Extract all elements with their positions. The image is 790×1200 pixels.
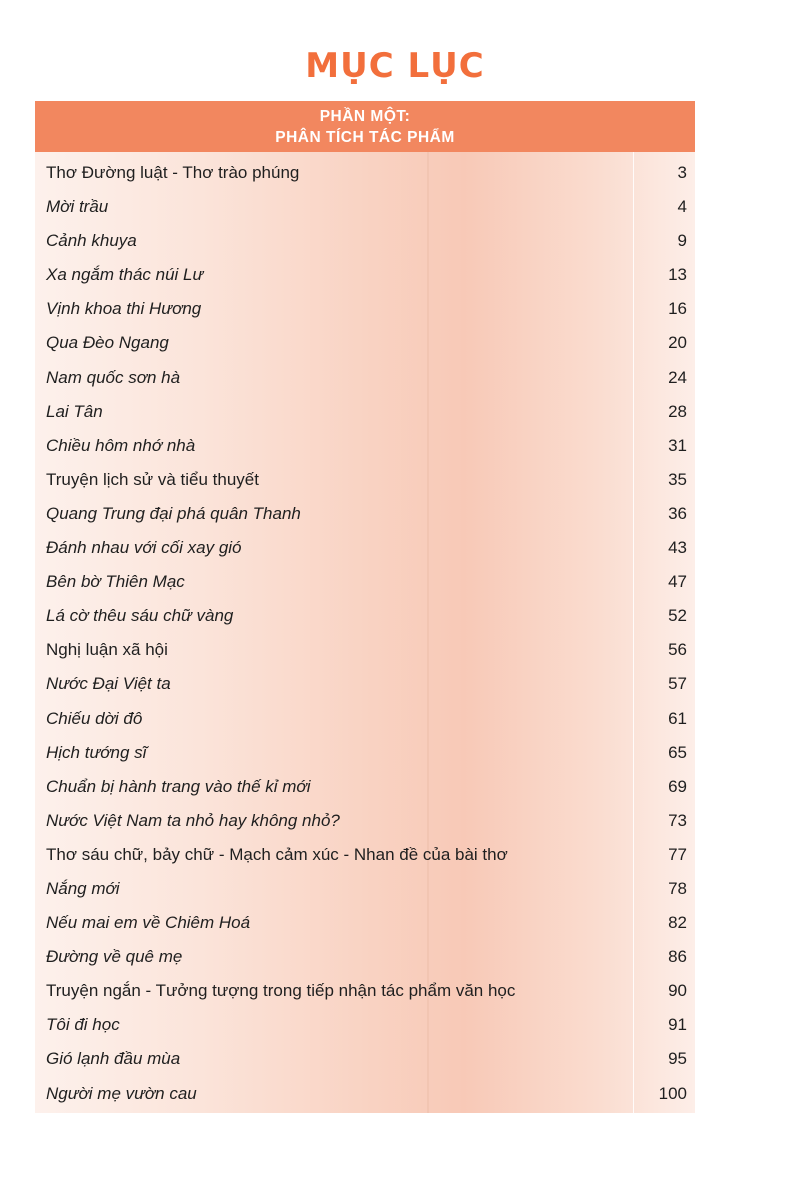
toc-entry-title: Qua Đèo Ngang (46, 333, 169, 353)
toc-entry-title: Thơ sáu chữ, bảy chữ - Mạch cảm xúc - Nhan đề của bài thơ (46, 844, 508, 864)
toc-entry-title: Đánh nhau với cối xay gió (46, 538, 242, 558)
toc-entry-title: Chiếu dời đô (46, 708, 143, 728)
toc-entry[interactable] (35, 467, 695, 501)
toc-entry[interactable] (35, 1012, 695, 1046)
toc-entry-page-number: 77 (668, 844, 687, 864)
toc-entry-title: Đường về quê mẹ (46, 947, 183, 967)
toc-entry-page-number: 90 (668, 981, 687, 1001)
toc-entry[interactable] (35, 365, 695, 399)
toc-entry-page-number: 43 (668, 538, 687, 558)
toc-entry-title: Chiều hôm nhớ nhà (46, 435, 196, 455)
toc-entry-page-number: 69 (668, 776, 687, 796)
toc-entry[interactable] (35, 399, 695, 433)
toc-entry-page-number: 47 (668, 572, 687, 592)
toc-entry[interactable] (35, 1081, 695, 1115)
toc-entry-page-number: 3 (677, 163, 687, 182)
toc-entry-title: Lai Tân (46, 401, 103, 421)
toc-entry[interactable] (35, 671, 695, 705)
toc-entry[interactable] (35, 978, 695, 1012)
toc-entry[interactable] (35, 1046, 695, 1080)
toc-entry-title: Bên bờ Thiên Mạc (46, 572, 185, 592)
toc-entry-title: Nước Việt Nam ta nhỏ hay không nhỏ? (46, 810, 340, 830)
toc-entry-page-number: 31 (668, 435, 687, 455)
toc-entry-title: Nếu mai em về Chiêm Hoá (46, 913, 251, 933)
toc-entry-title: Nghị luận xã hội (46, 640, 168, 660)
toc-rows (35, 160, 695, 1115)
toc-entry-page-number: 36 (668, 503, 687, 523)
toc-entry-page-number: 9 (677, 231, 687, 251)
toc-entry[interactable] (35, 262, 695, 296)
toc-entry-page-number: 95 (668, 1049, 687, 1069)
section-title: PHÂN TÍCH TÁC PHẨM (275, 129, 455, 146)
toc-entry-page-number: 13 (668, 265, 687, 285)
toc-entry-page-number: 91 (668, 1015, 687, 1035)
toc-entry-title: Hịch tướng sĩ (46, 742, 147, 762)
toc-entry-page-number: 100 (658, 1083, 687, 1103)
toc-entry[interactable] (35, 876, 695, 910)
section-label: PHẦN MỘT: (319, 108, 411, 125)
toc-entry-title: Xa ngắm thác núi Lư (46, 265, 204, 285)
toc-entry-title: Nam quốc sơn hà (46, 367, 181, 387)
toc-entry[interactable] (35, 501, 695, 535)
toc-entry-title: Mời trầu (46, 197, 109, 217)
toc-entry-page-number: 20 (668, 333, 687, 353)
toc-entry[interactable] (35, 433, 695, 467)
section-header (35, 101, 695, 152)
toc-entry-page-number: 4 (677, 197, 687, 217)
toc-entry[interactable] (35, 535, 695, 569)
toc-entry-title: Truyện ngắn - Tưởng tượng trong tiếp nhận tác phẩm văn học (46, 981, 516, 1001)
toc-entry-title: Nước Đại Việt ta (46, 674, 171, 694)
toc-entry[interactable] (35, 330, 695, 364)
toc-entry-page-number: 86 (668, 947, 687, 967)
toc-entry[interactable] (35, 944, 695, 978)
toc-entry-title: Lá cờ thêu sáu chữ vàng (46, 606, 234, 626)
toc-entry[interactable] (35, 296, 695, 330)
toc-table (35, 101, 695, 1113)
toc-entry[interactable] (35, 842, 695, 876)
toc-entry[interactable] (35, 569, 695, 603)
toc-entry[interactable] (35, 774, 695, 808)
toc-entry-title: Nắng mới (46, 878, 120, 898)
toc-entry-page-number: 56 (668, 640, 687, 660)
toc-entry-title: Truyện lịch sử và tiểu thuyết (46, 469, 259, 489)
toc-entry[interactable] (35, 910, 695, 944)
toc-entry-title: Tôi đi học (46, 1015, 120, 1035)
toc-entry-page-number: 65 (668, 742, 687, 762)
toc-entry[interactable] (35, 228, 695, 262)
toc-entry-page-number: 16 (668, 299, 687, 319)
page-title: MỤC LỤC (305, 46, 485, 86)
toc-entry-title: Thơ Đường luật - Thơ trào phúng (46, 163, 300, 182)
toc-entry-page-number: 35 (668, 469, 687, 489)
toc-entry-title: Cảnh khuya (46, 231, 137, 251)
toc-entry-page-number: 52 (668, 606, 687, 626)
toc-entry[interactable] (35, 637, 695, 671)
toc-entry-title: Vịnh khoa thi Hương (46, 299, 202, 319)
toc-entry-title: Gió lạnh đầu mùa (46, 1049, 181, 1069)
toc-entry-title: Quang Trung đại phá quân Thanh (46, 503, 301, 523)
toc-entry-page-number: 78 (668, 878, 687, 898)
toc-entry[interactable] (35, 808, 695, 842)
toc-entry-title: Người mẹ vườn cau (46, 1083, 197, 1103)
toc-entry[interactable] (35, 740, 695, 774)
toc-entry-page-number: 24 (668, 367, 687, 387)
toc-entry-title: Chuẩn bị hành trang vào thế kỉ mới (46, 776, 311, 796)
toc-entry-page-number: 82 (668, 913, 687, 933)
toc-entry-page-number: 28 (668, 401, 687, 421)
toc-entry[interactable] (35, 706, 695, 740)
toc-entry-page-number: 61 (668, 708, 687, 728)
toc-entry[interactable] (35, 194, 695, 228)
toc-entry[interactable] (35, 603, 695, 637)
toc-entry[interactable] (35, 160, 695, 194)
toc-entry-page-number: 73 (668, 810, 687, 830)
toc-entry-page-number: 57 (668, 674, 687, 694)
